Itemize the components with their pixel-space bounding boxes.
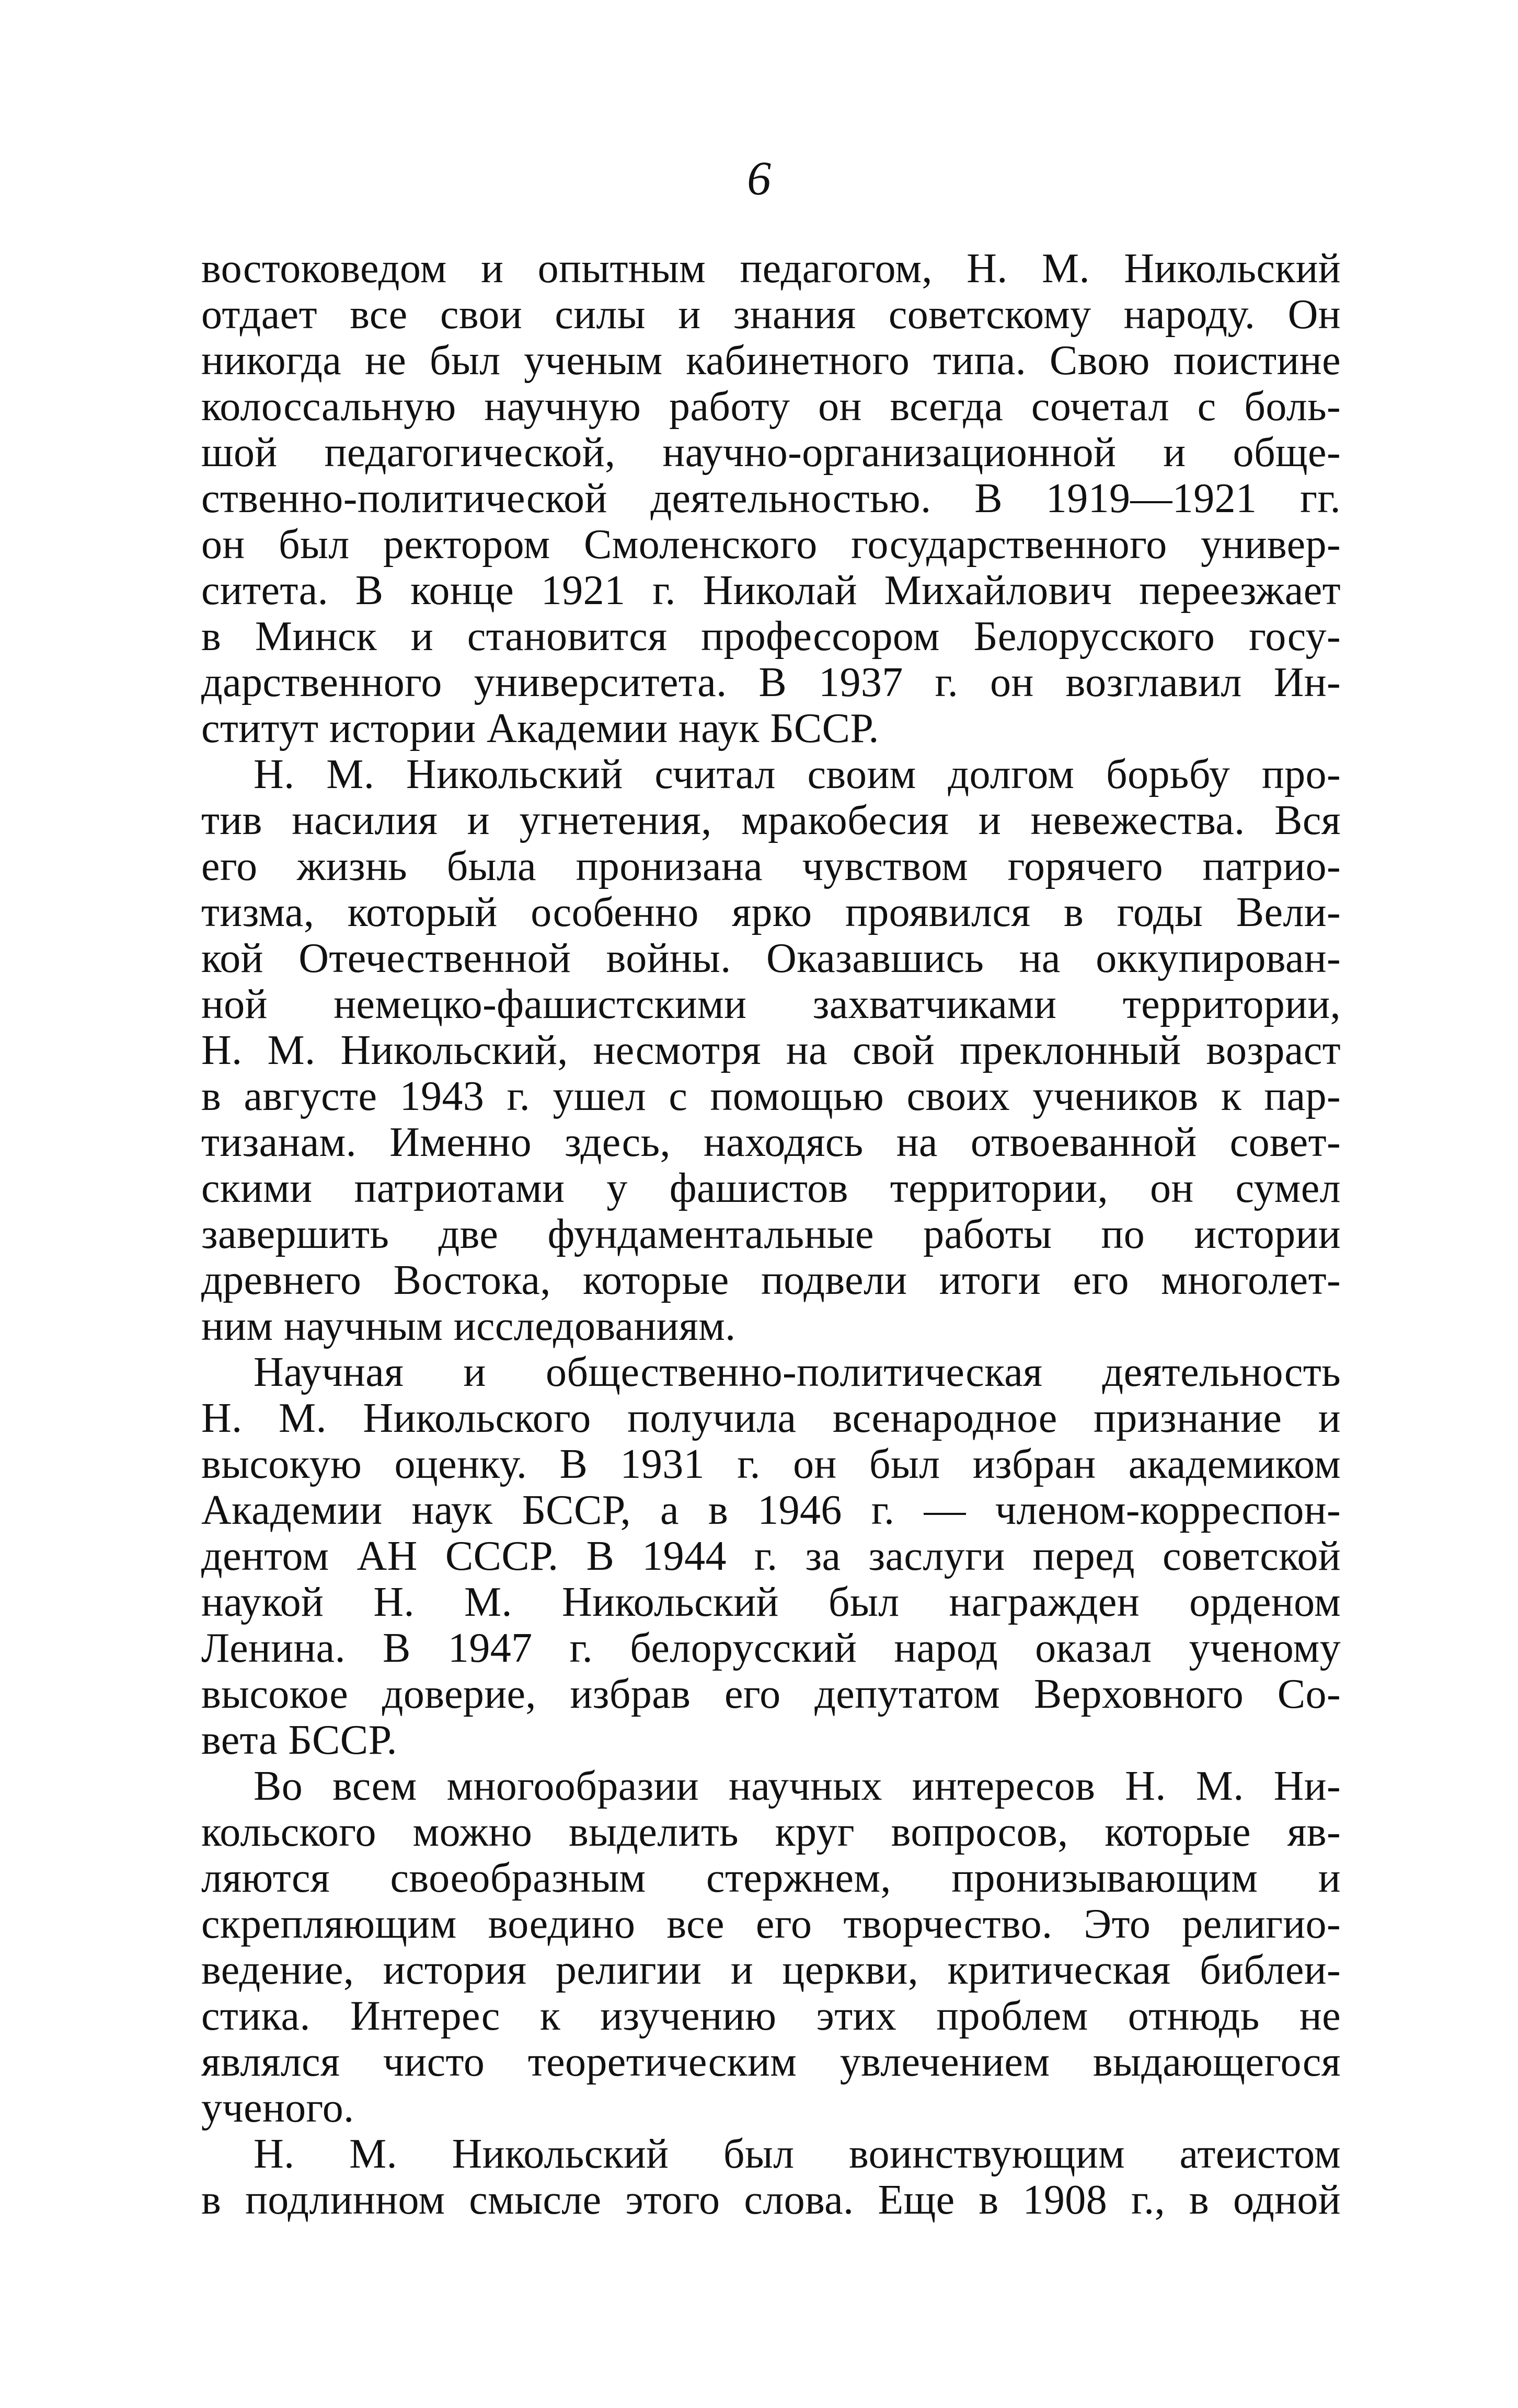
text-line: ной немецко-фашистскими захватчиками территории,	[201, 981, 1341, 1027]
text-line: Ленина. В 1947 г. белорусский народ оказал ученому	[201, 1625, 1341, 1671]
text-line: ситета. В конце 1921 г. Николай Михайлович переезжает	[201, 568, 1341, 613]
text-line: дарственного университета. В 1937 г. он возглавил Ин-	[201, 659, 1341, 705]
text-line: ним научным исследованиям.	[201, 1303, 736, 1349]
text-line: Академии наук БССР, а в 1946 г. — членом-корреспон-	[201, 1487, 1341, 1533]
text-line: востоковедом и опытным педагогом, Н. М. Никольский	[201, 246, 1341, 292]
body-text	[201, 246, 1341, 2223]
text-line: Н. М. Никольский, несмотря на свой преклонный возраст	[201, 1027, 1341, 1073]
text-line: ственно-политической деятельностью. В 1919—1921 гг.	[201, 476, 1341, 522]
text-line: Н. М. Никольский был воинствующим атеистом	[254, 2131, 1341, 2177]
text-line: Научная и общественно-политическая деятельность	[254, 1349, 1341, 1395]
text-line: шой педагогической, научно-организационной и обще-	[201, 430, 1341, 476]
text-line: ститут истории Академии наук БССР.	[201, 705, 879, 751]
text-line: ведение, история религии и церкви, критическая библеи-	[201, 1947, 1341, 1993]
text-line: наукой Н. М. Никольский был награжден орденом	[201, 1579, 1341, 1625]
text-line: колоссальную научную работу он всегда сочетал с боль-	[201, 384, 1341, 430]
text-line: тизанам. Именно здесь, находясь на отвоеванной совет-	[201, 1119, 1341, 1165]
text-line: в Минск и становится профессором Белорусского госу-	[201, 613, 1341, 659]
text-line: кой Отечественной войны. Оказавшись на оккупирован-	[201, 935, 1341, 981]
text-line: древнего Востока, которые подвели итоги его многолет-	[201, 1257, 1341, 1303]
page-number: 6	[747, 152, 771, 205]
text-line: тизма, который особенно ярко проявился в годы Вели-	[201, 889, 1341, 935]
text-line: ляются своеобразным стержнем, пронизывающим и	[201, 1855, 1341, 1901]
text-line: в подлинном смысле этого слова. Еще в 1908 г., в одной	[201, 2177, 1341, 2223]
text-line: ученого.	[201, 2085, 354, 2131]
text-line: высокое доверие, избрав его депутатом Верховного Со-	[201, 1671, 1341, 1717]
text-line: в августе 1943 г. ушел с помощью своих учеников к пар-	[201, 1073, 1341, 1119]
text-line: Н. М. Никольского получила всенародное признание и	[201, 1395, 1341, 1441]
text-line: стика. Интерес к изучению этих проблем отнюдь не	[201, 1993, 1341, 2039]
text-line: отдает все свои силы и знания советскому народу. Он	[201, 292, 1341, 338]
text-line: он был ректором Смоленского государственного универ-	[201, 522, 1341, 568]
text-line: Н. М. Никольский считал своим долгом борьбу про-	[254, 751, 1341, 797]
text-line: завершить две фундаментальные работы по истории	[201, 1211, 1341, 1257]
text-line: его жизнь была пронизана чувством горячего патрио-	[201, 843, 1341, 889]
text-line: скими патриотами у фашистов территории, он сумел	[201, 1165, 1341, 1211]
text-line: скрепляющим воедино все его творчество. Это религио-	[201, 1901, 1341, 1947]
text-line: Во всем многообразии научных интересов Н. М. Ни-	[254, 1763, 1341, 1809]
text-line: тив насилия и угнетения, мракобесия и невежества. Вся	[201, 797, 1341, 843]
text-line: вета БССР.	[201, 1717, 397, 1763]
text-line: никогда не был ученым кабинетного типа. Свою поистине	[201, 338, 1341, 384]
text-line: дентом АН СССР. В 1944 г. за заслуги перед советской	[201, 1533, 1341, 1579]
text-line: высокую оценку. В 1931 г. он был избран академиком	[201, 1441, 1341, 1487]
text-line: являлся чисто теоретическим увлечением выдающегося	[201, 2039, 1341, 2085]
text-line: кольского можно выделить круг вопросов, которые яв-	[201, 1809, 1341, 1855]
